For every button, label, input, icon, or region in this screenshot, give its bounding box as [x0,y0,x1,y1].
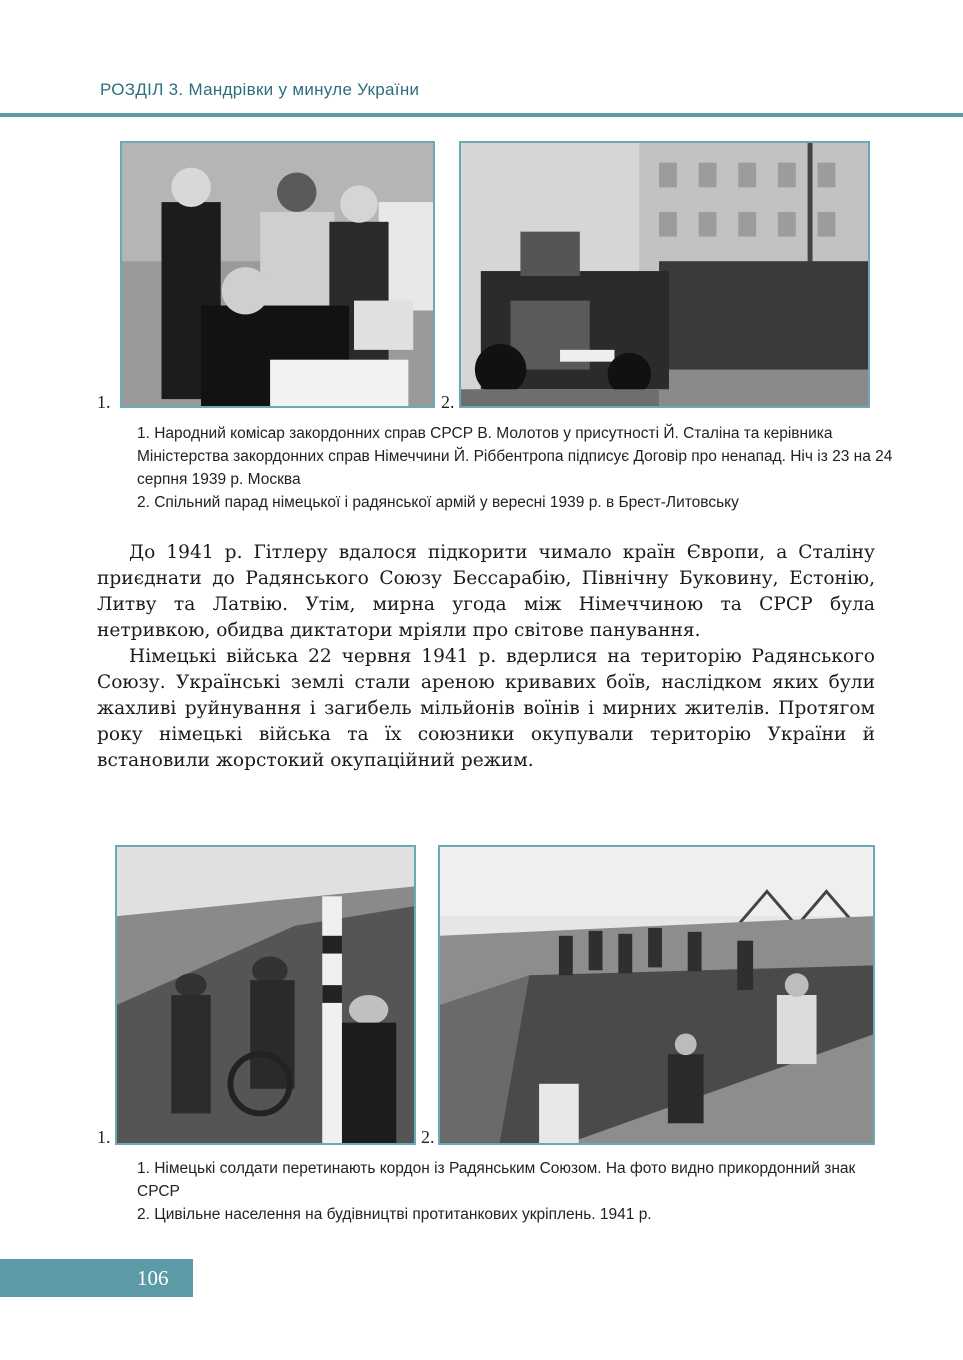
photo-number: 1. [97,1127,111,1147]
figure-caption-top [137,422,897,514]
section-title: РОЗДІЛ 3. Мандрівки у минуле України [100,80,420,99]
caption-line: 2. Спільний парад німецької і радянської армій у вересні 1939 р. в Брест-Литовську [137,494,739,511]
photo-antitank-ditch [438,845,875,1145]
caption-line: 1. Німецькі солдати перетинають кордон із Радянським Союзом. На фото видно прикордонний знак СРСР [137,1160,856,1200]
page-number: 106 [137,1266,169,1290]
header-divider [0,113,963,117]
caption-line: 1. Народний комісар закордонних справ СРСР В. Молотов у присутності Й. Сталіна та керівника Міністерства закордонних справ Німеччини Й. Ріббентропа підписує Договір про ненапад. Ніч із 23 на 24 серпня 1939 р. Москва [137,425,893,488]
photo-border-crossing [115,845,416,1145]
paragraph: До 1941 р. Гітлеру вдалося підкорити чимало країн Європи, а Сталіну приєднати до Радянського Союзу Бессарабію, Північну Буковину, Естонію, Литву та Латвію. Утім, мирна угода між Німеччиною та СРСР була нетривкою, обидва диктатори мріяли про світове панування. [97,542,875,641]
photo-number: 1. [97,392,111,412]
photo-pact-signing [120,141,435,408]
main-text [97,540,875,774]
photo-joint-parade [459,141,870,408]
caption-line: 2. Цивільне населення на будівництві протитанкових укріплень. 1941 р. [137,1206,652,1223]
photo-number: 2. [421,1127,435,1147]
photo-number: 2. [441,392,455,412]
figure-caption-bottom [137,1157,897,1226]
paragraph: Німецькі війська 22 червня 1941 р. вдерлися на територію Радянського Союзу. Українські землі стали ареною кривавих боїв, наслідком яких були жахливі руйнування і загибель мільйонів воїнів і мирних жителів. Протягом року німецькі війська та їх союзники окупували територію України й встановили жорстокий окупаційний режим. [97,646,875,771]
